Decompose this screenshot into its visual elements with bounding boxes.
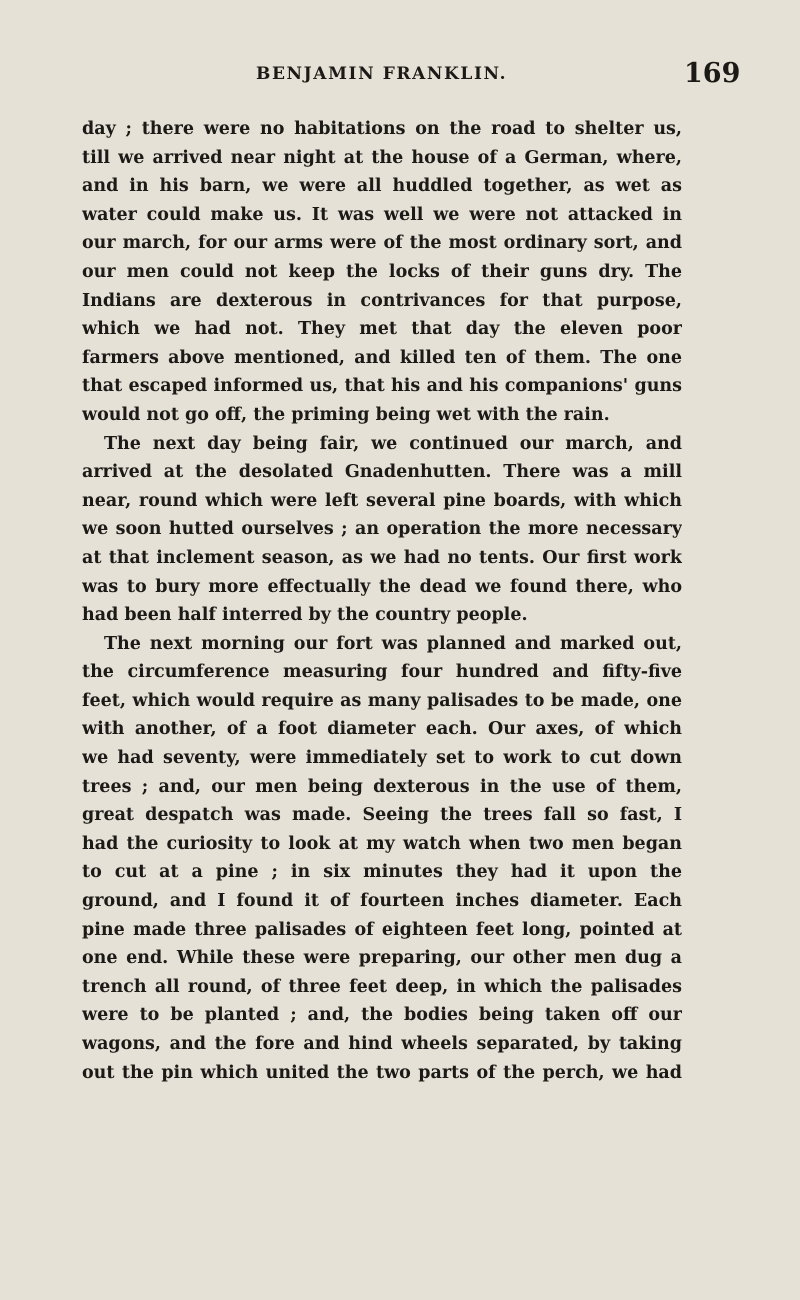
text-line: great despatch was made. Seeing the trees fall so fast, I <box>82 805 682 826</box>
text-line: feet, which would require as many palisades to be made, one <box>82 690 682 711</box>
text-line: was to bury more effectually the dead we found there, who <box>82 576 682 597</box>
text-line: out the pin which united the two parts of the perch, we had <box>82 1062 682 1083</box>
text-line: trench all round, of three feet deep, in which the palisades <box>82 976 682 997</box>
text-line: were to be planted ; and, the bodies being taken off our <box>82 1005 682 1026</box>
text-line: we had seventy, were immediately set to work to cut down <box>82 748 682 769</box>
text-line: The next morning our fort was planned and marked out, <box>104 633 682 654</box>
text-line: the circumference measuring four hundred and fifty-five <box>82 662 682 683</box>
text-line: our march, for our arms were of the most ordinary sort, and <box>82 233 682 254</box>
text-line: had been half interred by the country people. <box>82 605 528 626</box>
text-line: would not go off, the priming being wet with the rain. <box>82 404 610 425</box>
text-line: near, round which were left several pine boards, with which <box>82 490 682 511</box>
text-line: one end. While these were preparing, our other men dug a <box>82 948 682 969</box>
running-title: BENJAMIN FRANKLIN. <box>256 64 508 84</box>
text-line: and in his barn, we were all huddled together, as wet as <box>82 176 682 197</box>
page-number: 169 <box>684 58 741 89</box>
text-line: Indians are dexterous in contrivances for that purpose, <box>82 290 682 311</box>
text-line: day ; there were no habitations on the road to shelter us, <box>82 119 682 139</box>
text-line: arrived at the desolated Gnadenhutten. There was a mill <box>82 462 682 483</box>
text-line: ground, and I found it of fourteen inches diameter. Each <box>82 891 682 912</box>
text-line: pine made three palisades of eighteen feet long, pointed at <box>82 919 682 940</box>
body-text <box>82 115 682 1087</box>
text-line: that escaped informed us, that his and his companions' guns <box>82 376 682 397</box>
text-line: with another, of a foot diameter each. Our axes, of which <box>82 719 682 740</box>
text-line: till we arrived near night at the house of a German, where, <box>82 147 682 168</box>
text-line: to cut at a pine ; in six minutes they had it upon the <box>82 862 682 883</box>
running-header <box>0 58 800 98</box>
text-line: wagons, and the fore and hind wheels separated, by taking <box>82 1034 682 1054</box>
text-line: at that inclement season, as we had no tents. Our first work <box>82 547 682 568</box>
text-line: farmers above mentioned, and killed ten of them. The one <box>82 347 682 368</box>
text-line: which we had not. They met that day the eleven poor <box>82 319 682 340</box>
text-line: trees ; and, our men being dexterous in the use of them, <box>82 776 682 797</box>
text-line: we soon hutted ourselves ; an operation the more necessary <box>82 519 682 540</box>
text-line: our men could not keep the locks of their guns dry. The <box>82 261 682 282</box>
text-line: had the curiosity to look at my watch when two men began <box>82 833 682 854</box>
text-line: The next day being fair, we continued our march, and <box>104 433 682 454</box>
text-line: water could make us. It was well we were not attacked in <box>82 204 682 225</box>
